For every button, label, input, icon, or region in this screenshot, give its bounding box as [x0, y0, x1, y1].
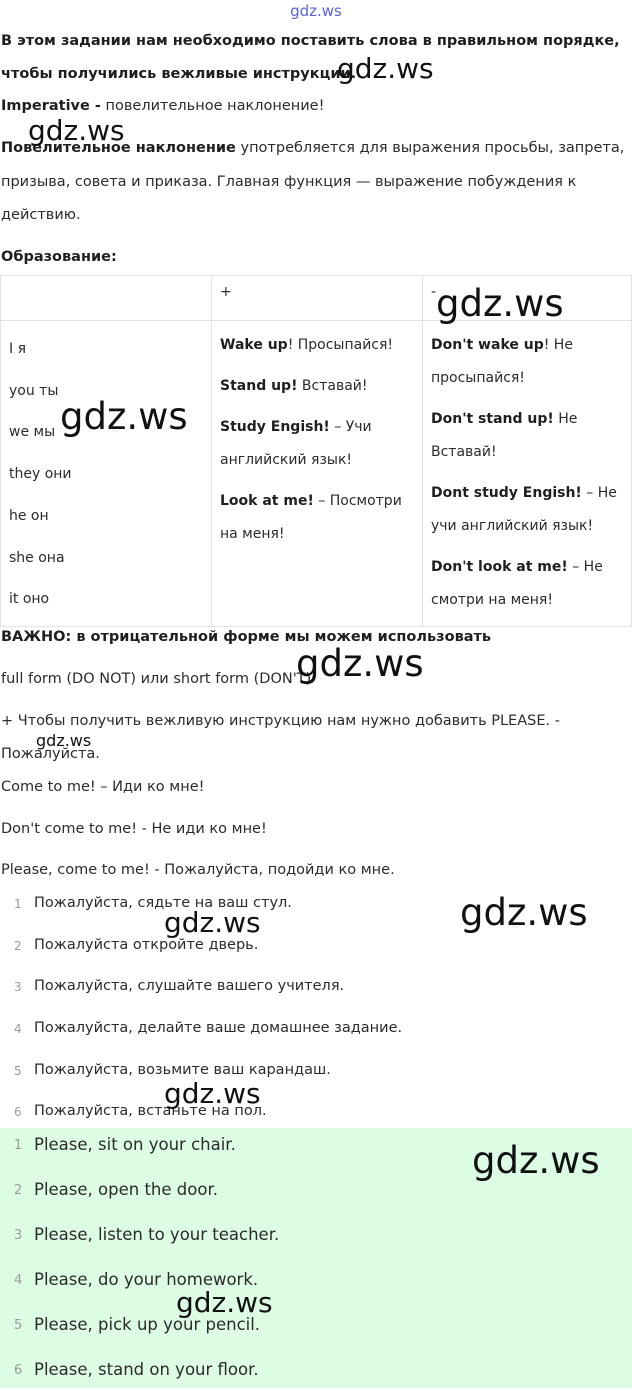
- positive-example: Look at me! – Посмотри на меня!: [220, 493, 402, 542]
- example-line: Don't come to me! - Не иди ко мне!: [1, 821, 267, 837]
- watermark: gdz.ws: [337, 52, 434, 85]
- list-item: 2 Please, open the door.: [14, 1180, 218, 1199]
- watermark: gdz.ws: [460, 891, 588, 934]
- positive-example: Study Engish! – Учи английский язык!: [220, 419, 372, 468]
- intro-line-1: В этом задании нам необходимо поставить слова в правильном порядке,: [1, 33, 620, 49]
- pronoun: we мы: [9, 424, 56, 441]
- intro-line-2: чтобы получились вежливые инструкции.: [1, 66, 357, 82]
- negative-cell: [423, 321, 632, 627]
- list-item: 6 Пожалуйста, встаньте на пол.: [14, 1103, 267, 1120]
- formation-label: Образование:: [1, 249, 117, 265]
- positive-cell: [212, 321, 423, 627]
- watermark: gdz.ws: [472, 1139, 600, 1182]
- watermark-top: gdz.ws: [290, 2, 342, 20]
- watermark: gdz.ws: [164, 1077, 261, 1110]
- mood-line-2: призыва, совета и приказа. Главная функция — выражение побуждения к: [1, 174, 577, 190]
- note-line-3: + Чтобы получить вежливую инструкцию нам нужно добавить PLEASE. -: [1, 713, 560, 729]
- watermark: gdz.ws: [36, 731, 92, 750]
- list-item: 5 Please, pick up your pencil.: [14, 1315, 261, 1334]
- watermark: gdz.ws: [60, 395, 188, 438]
- watermark: gdz.ws: [176, 1286, 273, 1319]
- example-line: Come to me! – Иди ко мне!: [1, 779, 205, 795]
- list-item: 3 Пожалуйста, слушайте вашего учителя.: [14, 978, 345, 995]
- imperative-definition: Imperative - повелительное наклонение!: [1, 98, 325, 114]
- pronoun: she она: [9, 549, 65, 566]
- list-item: 6 Please, stand on your floor.: [14, 1360, 259, 1379]
- list-item: 1 Пожалуйста, сядьте на ваш стул.: [14, 895, 292, 911]
- pronoun: it оно: [9, 591, 50, 608]
- pronoun: they они: [9, 466, 72, 483]
- watermark: gdz.ws: [28, 114, 125, 147]
- negative-example: Don't stand up! Не Вставай!: [431, 411, 578, 460]
- table-header-cell: +: [212, 276, 423, 321]
- list-item: 4 Please, do your homework.: [14, 1270, 259, 1289]
- note-important: ВАЖНО: в отрицательной форме мы можем использовать: [1, 629, 492, 645]
- note-line-4: Пожалуйста.: [1, 746, 100, 762]
- list-item: 1 Please, sit on your chair.: [14, 1135, 236, 1154]
- english-list: [14, 1130, 279, 1400]
- negative-example: Dont study Engish! – Не учи английский язык!: [431, 485, 617, 534]
- pronoun: he он: [9, 507, 49, 524]
- list-item: 2 Пожалуйста откройте дверь.: [14, 936, 259, 953]
- pronouns-cell: [1, 321, 212, 627]
- pronoun: you ты: [9, 382, 59, 399]
- table-header-cell: -: [423, 276, 632, 321]
- positive-example: Wake up! Просыпайся!: [220, 337, 394, 353]
- watermark: gdz.ws: [296, 642, 424, 685]
- list-item: 3 Please, listen to your teacher.: [14, 1225, 280, 1244]
- mood-line-3: действию.: [1, 207, 81, 223]
- pronoun: I я: [9, 341, 27, 357]
- negative-example: Don't look at me! – Не смотри на меня!: [431, 559, 603, 608]
- note-line-2: full form (DO NOT) или short form (DON'T): [1, 671, 312, 687]
- negative-example: Don't wake up! Не просыпайся!: [431, 337, 573, 386]
- watermark: gdz.ws: [164, 906, 261, 939]
- table-header-cell: [1, 276, 212, 321]
- watermark: gdz.ws: [436, 282, 564, 325]
- table-row: [1, 321, 632, 627]
- example-line: Please, come to me! - Пожалуйста, подойди ко мне.: [1, 862, 395, 878]
- positive-example: Stand up! Вставай!: [220, 378, 368, 394]
- list-item: 5 Пожалуйста, возьмите ваш карандаш.: [14, 1061, 331, 1078]
- list-item: 4 Пожалуйста, делайте ваше домашнее задание.: [14, 1020, 403, 1037]
- imperative-table: [0, 275, 632, 627]
- mood-line-1: Повелительное наклонение употребляется для выражения просьбы, запрета,: [1, 140, 625, 156]
